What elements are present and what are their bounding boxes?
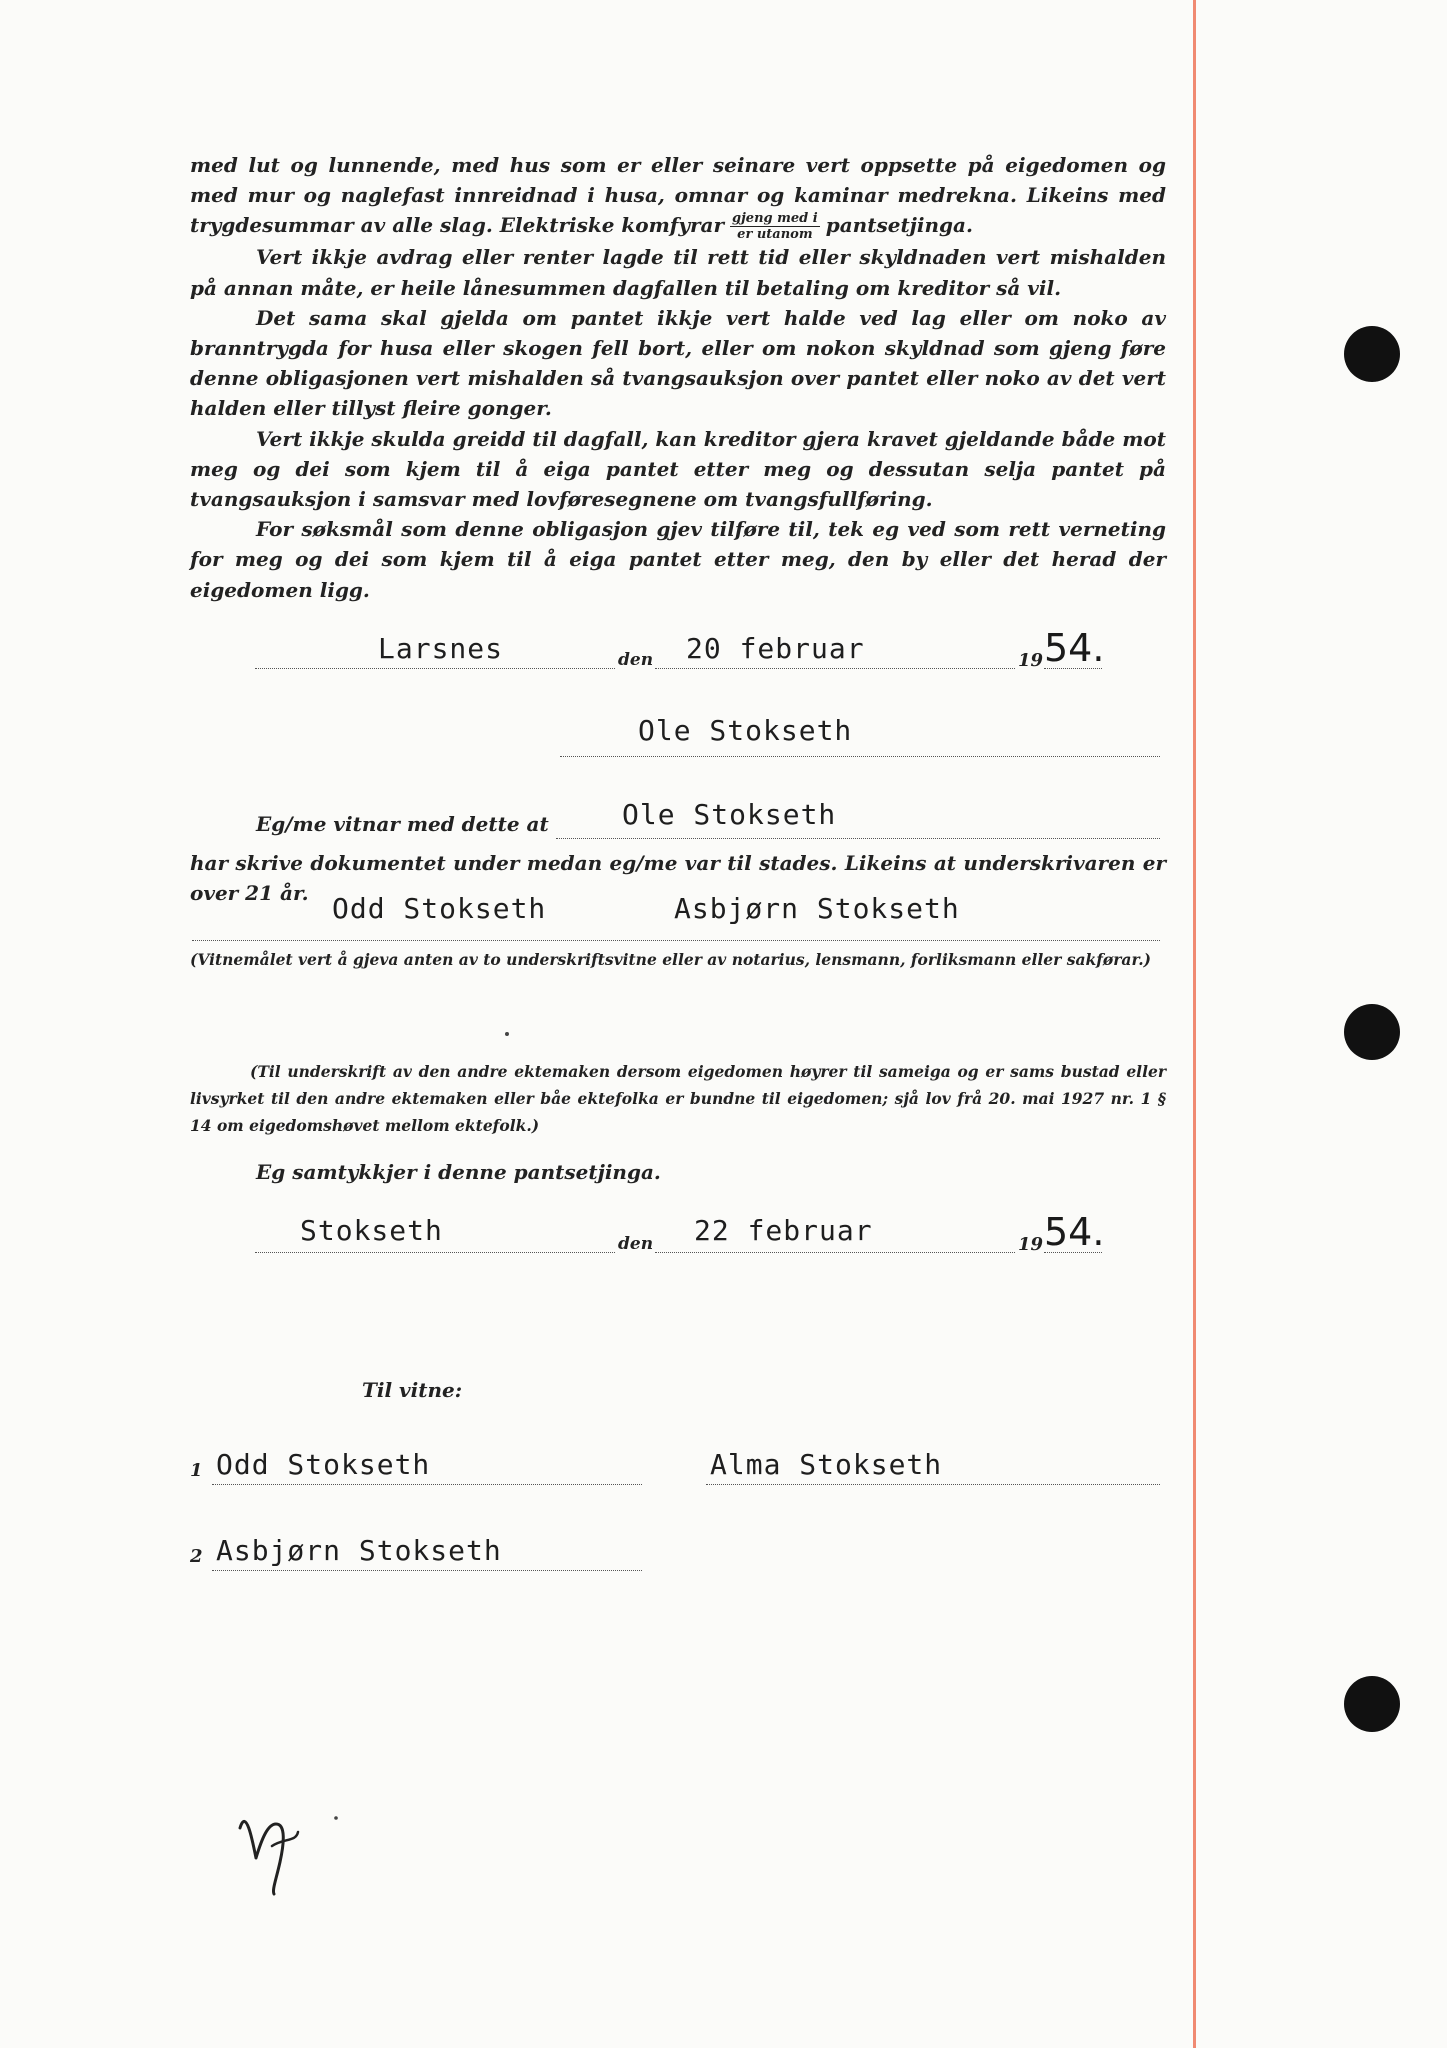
paragraph-insurance: Det sama skal gjelda om pantet ikkje vert halde ved lag eller om noko av branntrygda for husa eller skogen fell bort, eller om nokon skyldnad som gjeng føre denne obligasjonen vert mishalden så tvangsauksjon over pantet eller noko av det vert halden eller tillyst fleire gonger. bbox=[190, 305, 1166, 421]
punch-hole bbox=[1344, 1004, 1400, 1060]
signing-place: Larsnes bbox=[378, 632, 504, 665]
paragraph-venue: For søksmål som denne obligasjon gjev tilføre til, tek eg ved som rett verneting for meg og dei som kjem til å eiga pantet etter meg, den by eller det herad der eigedomen ligg. bbox=[190, 517, 1166, 602]
place-line bbox=[255, 1252, 615, 1253]
witness-statement-name: Ole Stokseth bbox=[622, 798, 837, 831]
witness-line bbox=[192, 940, 1160, 941]
witness-statement-label: Eg/me vitnar med dette at bbox=[256, 812, 549, 836]
year-line bbox=[1044, 1252, 1102, 1253]
witness-number: 1 bbox=[190, 1460, 203, 1481]
final-witness-line bbox=[212, 1484, 642, 1485]
signing-date: 20 februar bbox=[686, 632, 865, 665]
fraction-bottom: er utanom bbox=[737, 227, 813, 243]
final-witness-line bbox=[212, 1570, 642, 1571]
final-witness-name: Odd Stokseth bbox=[216, 1448, 431, 1481]
witness-number: 2 bbox=[190, 1546, 203, 1567]
body-text bbox=[190, 150, 1166, 605]
witness-statement-text: har skrive dokumentet under medan eg/me var til stades. Likeins at underskrivaren er over 21 år. bbox=[190, 851, 1166, 906]
den-label: den bbox=[618, 650, 654, 670]
margin-line bbox=[1193, 0, 1196, 2048]
place-line bbox=[255, 668, 615, 669]
spouse-note-block bbox=[190, 1058, 1166, 1139]
til-vitne-label: Til vitne: bbox=[362, 1378, 463, 1402]
consenting-spouse-name: Alma Stokseth bbox=[710, 1448, 943, 1481]
consent-text: Eg samtykkjer i denne pantsetjinga. bbox=[256, 1160, 661, 1184]
fraction-after: pantsetjinga. bbox=[825, 213, 973, 238]
punch-hole bbox=[1344, 1676, 1400, 1732]
punch-hole bbox=[1344, 326, 1400, 382]
signing-place: Stokseth bbox=[300, 1214, 443, 1247]
handwritten-initials bbox=[232, 1788, 342, 1898]
paragraph-property bbox=[190, 150, 1166, 242]
witness-name: Asbjørn Stokseth bbox=[674, 892, 960, 925]
date-line bbox=[655, 668, 1015, 669]
year-suffix: 54. bbox=[1044, 1210, 1105, 1254]
signing-date: 22 februar bbox=[694, 1214, 873, 1247]
final-witness-name: Asbjørn Stokseth bbox=[216, 1534, 502, 1567]
year-prefix: 19 bbox=[1018, 650, 1044, 671]
witness-note: (Vitnemålet vert å gjeva anten av to underskriftsvitne eller av notarius, lensmann, forliksmann eller sakførar.) bbox=[190, 950, 1151, 969]
year-suffix: 54. bbox=[1044, 626, 1105, 670]
signatory-name: Ole Stokseth bbox=[638, 714, 853, 747]
paragraph-enforcement: Vert ikkje skulda greidd til dagfall, kan kreditor gjera kravet gjeldande både mot meg og dei som kjem til å eiga pantet etter meg og dessutan selja pantet på tvangsauksjon i samsvar med lovføresegnene om tvangsfullføring. bbox=[190, 426, 1166, 512]
paragraph-text: med lut og lunnende, med hus som er eller seinare vert oppsette på eigedomen og med mur og naglefast innreidnad i husa, omnar og kaminar medrekna. Likeins med trygdesummar av alle slag. Elektriske komfyrar bbox=[190, 153, 1166, 238]
paragraph-default: Vert ikkje avdrag eller renter lagde til rett tid eller skyldnaden vert mishalden på annan måte, er heile lånesummen dagfallen til betaling om kreditor så vil. bbox=[190, 245, 1166, 300]
date-line bbox=[655, 1252, 1015, 1253]
fraction-top: gjeng med i bbox=[732, 211, 818, 227]
year-line bbox=[1044, 668, 1102, 669]
witness-statement-line bbox=[556, 838, 1160, 839]
fraction bbox=[730, 211, 820, 242]
spouse-note: (Til underskrift av den andre ektemaken dersom eigedomen høyrer til sameiga og er sams bustad eller livsyrket til den andre ektemaken eller båe ektefolka er bundne til eigedomen; sjå lov frå 20. mai 1927 nr. 1 § 14 om eigedomshøvet mellom ektefolk.) bbox=[190, 1062, 1166, 1135]
year-prefix: 19 bbox=[1018, 1234, 1044, 1255]
signatory-line bbox=[560, 756, 1160, 757]
spouse-signature-line bbox=[706, 1484, 1160, 1485]
den-label: den bbox=[618, 1234, 654, 1254]
witness-name: Odd Stokseth bbox=[332, 892, 547, 925]
ink-speck bbox=[505, 1032, 509, 1036]
